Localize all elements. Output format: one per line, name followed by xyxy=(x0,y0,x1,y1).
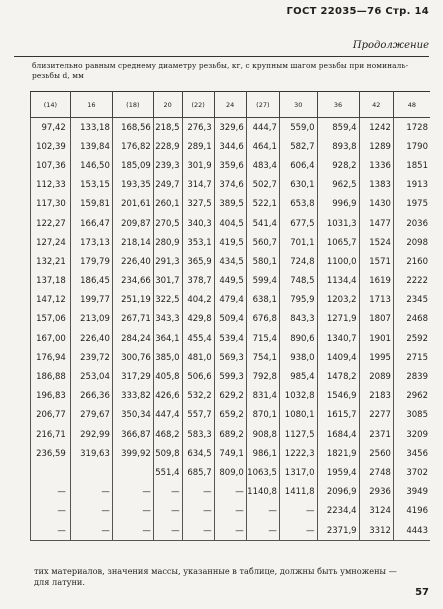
column-header: (14) xyxy=(31,92,71,118)
table-cell: 270,5 xyxy=(153,214,182,233)
table-row xyxy=(31,195,431,214)
table-cell: 179,79 xyxy=(70,252,112,271)
table-cell: 280,9 xyxy=(153,233,182,252)
table-cell: 213,09 xyxy=(70,310,112,329)
table-cell: 291,3 xyxy=(153,252,182,271)
table-cell: 1271,9 xyxy=(317,310,359,329)
table-cell: 630,1 xyxy=(279,176,317,195)
table-cell: 890,6 xyxy=(279,329,317,348)
table-cell: 1100,0 xyxy=(317,252,359,271)
table-cell: 157,06 xyxy=(31,310,71,329)
table-cell: 1821,9 xyxy=(317,444,359,463)
table-cell: 226,40 xyxy=(70,329,112,348)
table-cell: 1901 xyxy=(359,329,393,348)
table-cell: 1242 xyxy=(359,118,393,138)
column-header: 16 xyxy=(70,92,112,118)
table-cell: 284,24 xyxy=(112,329,153,348)
table-row xyxy=(31,156,431,175)
table-cell: 1995 xyxy=(359,348,393,367)
table-cell: 2036 xyxy=(393,214,430,233)
table-cell: 3085 xyxy=(393,406,430,425)
table-cell: 908,8 xyxy=(246,425,279,444)
page-header: ГОСТ 22035—76 Стр. 14 xyxy=(286,6,429,17)
table-row xyxy=(31,214,431,233)
table-cell: — xyxy=(182,483,214,502)
table-cell: — xyxy=(182,521,214,541)
table-cell: 153,15 xyxy=(70,176,112,195)
table-cell: 4196 xyxy=(393,502,430,521)
table-cell: 1032,8 xyxy=(279,387,317,406)
table-row xyxy=(31,521,431,541)
table-row xyxy=(31,406,431,425)
column-header: 42 xyxy=(359,92,393,118)
table-cell: 580,1 xyxy=(246,252,279,271)
table-cell: — xyxy=(31,483,71,502)
table-cell: 749,1 xyxy=(214,444,246,463)
table-cell: 2371 xyxy=(359,425,393,444)
table-cell: 606,4 xyxy=(279,156,317,175)
table-cell: 2183 xyxy=(359,387,393,406)
table-row xyxy=(31,329,431,348)
table-cell: 506,6 xyxy=(182,367,214,386)
table-cell: 1713 xyxy=(359,291,393,310)
table-cell: 599,3 xyxy=(214,367,246,386)
table-cell: 2096,9 xyxy=(317,483,359,502)
table-cell: 434,5 xyxy=(214,252,246,271)
table-cell: 132,21 xyxy=(31,252,71,271)
table-cell: 340,3 xyxy=(182,214,214,233)
table-cell xyxy=(112,463,153,482)
table-cell: 1065,7 xyxy=(317,233,359,252)
table-cell: 253,04 xyxy=(70,367,112,386)
table-cell: 1411,8 xyxy=(279,483,317,502)
table-cell: 2371,9 xyxy=(317,521,359,541)
table-cell: 102,39 xyxy=(31,137,71,156)
table-cell: 715,4 xyxy=(246,329,279,348)
table-cell: 2277 xyxy=(359,406,393,425)
table-cell: 3124 xyxy=(359,502,393,521)
table-cell: — xyxy=(279,521,317,541)
table-cell: — xyxy=(182,502,214,521)
column-header: (18) xyxy=(112,92,153,118)
table-cell: 147,12 xyxy=(31,291,71,310)
table-row xyxy=(31,272,431,291)
table-cell xyxy=(31,463,71,482)
table-cell: 292,99 xyxy=(70,425,112,444)
table-cell: 3312 xyxy=(359,521,393,541)
table-cell: 569,3 xyxy=(214,348,246,367)
table-cell: 186,88 xyxy=(31,367,71,386)
table-cell: 986,1 xyxy=(246,444,279,463)
table-cell: 1203,2 xyxy=(317,291,359,310)
table-cell: 159,81 xyxy=(70,195,112,214)
table-cell: 4443 xyxy=(393,521,430,541)
table-row xyxy=(31,348,431,367)
table-cell: 831,4 xyxy=(246,387,279,406)
table-cell: 809,0 xyxy=(214,463,246,482)
table-cell: 532,2 xyxy=(182,387,214,406)
column-header: (22) xyxy=(182,92,214,118)
table-cell: 557,7 xyxy=(182,406,214,425)
table-cell: 1063,5 xyxy=(246,463,279,482)
table-cell: — xyxy=(70,502,112,521)
table-cell: 133,18 xyxy=(70,118,112,138)
table-cell: — xyxy=(246,521,279,541)
table-cell: 389,5 xyxy=(214,195,246,214)
table-cell: 2715 xyxy=(393,348,430,367)
table-cell: 629,2 xyxy=(214,387,246,406)
table-cell: 350,34 xyxy=(112,406,153,425)
table-header-row xyxy=(31,92,431,118)
column-header: 30 xyxy=(279,92,317,118)
table-cell: 653,8 xyxy=(279,195,317,214)
table-cell: — xyxy=(214,483,246,502)
table-cell: 676,8 xyxy=(246,310,279,329)
table-cell: 2748 xyxy=(359,463,393,482)
table-cell: — xyxy=(214,502,246,521)
table-cell: 1619 xyxy=(359,272,393,291)
table-cell: 509,4 xyxy=(214,310,246,329)
table-cell: 228,9 xyxy=(153,137,182,156)
table-cell: 122,27 xyxy=(31,214,71,233)
table-cell: 1031,3 xyxy=(317,214,359,233)
table-cell: 267,71 xyxy=(112,310,153,329)
table-row xyxy=(31,483,431,502)
table-cell: 327,5 xyxy=(182,195,214,214)
table-cell: 173,13 xyxy=(70,233,112,252)
table-cell: 938,0 xyxy=(279,348,317,367)
table-cell: 168,56 xyxy=(112,118,153,138)
table-row xyxy=(31,367,431,386)
table-cell: 185,09 xyxy=(112,156,153,175)
table-row xyxy=(31,252,431,271)
table-cell: 206,77 xyxy=(31,406,71,425)
table-cell: 795,9 xyxy=(279,291,317,310)
table-cell: 2936 xyxy=(359,483,393,502)
table-cell: 97,42 xyxy=(31,118,71,138)
table-cell: 468,2 xyxy=(153,425,182,444)
table-cell: 985,4 xyxy=(279,367,317,386)
table-cell: 582,7 xyxy=(279,137,317,156)
table-cell: 928,2 xyxy=(317,156,359,175)
table-cell: 364,1 xyxy=(153,329,182,348)
table-cell: 365,9 xyxy=(182,252,214,271)
table-cell: 724,8 xyxy=(279,252,317,271)
table-cell: 112,33 xyxy=(31,176,71,195)
table-cell: 426,6 xyxy=(153,387,182,406)
table-body xyxy=(31,118,431,541)
table-cell: 1336 xyxy=(359,156,393,175)
table-cell: 385,0 xyxy=(153,348,182,367)
table-row xyxy=(31,118,431,138)
table-cell: 1478,2 xyxy=(317,367,359,386)
table-cell: 870,1 xyxy=(246,406,279,425)
table-cell: 1140,8 xyxy=(246,483,279,502)
table-cell: 1684,4 xyxy=(317,425,359,444)
table-row xyxy=(31,233,431,252)
table-cell: 218,14 xyxy=(112,233,153,252)
table-cell: 1790 xyxy=(393,137,430,156)
table-cell: 502,7 xyxy=(246,176,279,195)
table-cell: 1080,1 xyxy=(279,406,317,425)
table-cell: 317,29 xyxy=(112,367,153,386)
table-cell: 444,7 xyxy=(246,118,279,138)
table-cell: 176,82 xyxy=(112,137,153,156)
table-cell: 117,30 xyxy=(31,195,71,214)
table-cell: 209,87 xyxy=(112,214,153,233)
table-cell: 541,4 xyxy=(246,214,279,233)
table-cell: 404,5 xyxy=(214,214,246,233)
table-cell: — xyxy=(70,521,112,541)
page-number: 57 xyxy=(415,587,429,598)
table-cell: 539,4 xyxy=(214,329,246,348)
table-cell: 1807 xyxy=(359,310,393,329)
table-cell: 429,8 xyxy=(182,310,214,329)
table-cell: — xyxy=(31,521,71,541)
continuation-label: Продолжение xyxy=(352,40,429,51)
table-cell: 137,18 xyxy=(31,272,71,291)
table-cell: 127,24 xyxy=(31,233,71,252)
table-cell: 234,66 xyxy=(112,272,153,291)
table-cell: 560,7 xyxy=(246,233,279,252)
table-cell: 559,0 xyxy=(279,118,317,138)
table-cell: 236,59 xyxy=(31,444,71,463)
table-cell: 1975 xyxy=(393,195,430,214)
table-cell: 1430 xyxy=(359,195,393,214)
table-cell: 638,1 xyxy=(246,291,279,310)
table-cell: 447,4 xyxy=(153,406,182,425)
table-cell: — xyxy=(70,483,112,502)
table-cell: 279,67 xyxy=(70,406,112,425)
table-cell: 1409,4 xyxy=(317,348,359,367)
table-cell: 260,1 xyxy=(153,195,182,214)
table-cell: 962,5 xyxy=(317,176,359,195)
table-cell: 166,47 xyxy=(70,214,112,233)
table-cell: 366,87 xyxy=(112,425,153,444)
table-row xyxy=(31,387,431,406)
table-cell: 343,3 xyxy=(153,310,182,329)
table-cell: 599,4 xyxy=(246,272,279,291)
table-cell: 843,3 xyxy=(279,310,317,329)
table-cell: 483,4 xyxy=(246,156,279,175)
table-cell: 996,9 xyxy=(317,195,359,214)
table-cell: — xyxy=(112,483,153,502)
table-cell: 2962 xyxy=(393,387,430,406)
table-cell: 374,6 xyxy=(214,176,246,195)
table-cell: 748,5 xyxy=(279,272,317,291)
table-cell: 322,5 xyxy=(153,291,182,310)
column-header: 20 xyxy=(153,92,182,118)
table-cell: 701,1 xyxy=(279,233,317,252)
table-cell: 893,8 xyxy=(317,137,359,156)
table-cell: 2560 xyxy=(359,444,393,463)
table-cell: 3209 xyxy=(393,425,430,444)
table-cell: 1289 xyxy=(359,137,393,156)
table-row xyxy=(31,444,431,463)
table-cell: 301,9 xyxy=(182,156,214,175)
table-cell: 314,7 xyxy=(182,176,214,195)
table-cell: 2345 xyxy=(393,291,430,310)
table-cell: 685,7 xyxy=(182,463,214,482)
column-header: 48 xyxy=(393,92,430,118)
table-cell: 199,77 xyxy=(70,291,112,310)
table-cell: 353,1 xyxy=(182,233,214,252)
table-cell: 301,7 xyxy=(153,272,182,291)
table-cell: 689,2 xyxy=(214,425,246,444)
table-cell: 2592 xyxy=(393,329,430,348)
table-cell: 196,83 xyxy=(31,387,71,406)
table-row xyxy=(31,463,431,482)
table-cell: 319,63 xyxy=(70,444,112,463)
table-cell: 2234,4 xyxy=(317,502,359,521)
table-cell: 2089 xyxy=(359,367,393,386)
table-cell: 226,40 xyxy=(112,252,153,271)
table-cell: 792,8 xyxy=(246,367,279,386)
table-row xyxy=(31,425,431,444)
table-cell: 146,50 xyxy=(70,156,112,175)
table-cell: 659,2 xyxy=(214,406,246,425)
table-cell: 201,61 xyxy=(112,195,153,214)
table-cell: 276,3 xyxy=(182,118,214,138)
table-cell: 2839 xyxy=(393,367,430,386)
table-cell: 404,2 xyxy=(182,291,214,310)
table-cell: 1222,3 xyxy=(279,444,317,463)
table-cell: — xyxy=(31,502,71,521)
table-cell: 522,1 xyxy=(246,195,279,214)
column-header: 36 xyxy=(317,92,359,118)
table-cell: 218,5 xyxy=(153,118,182,138)
table-cell: 677,5 xyxy=(279,214,317,233)
table-row xyxy=(31,137,431,156)
table-cell: 419,5 xyxy=(214,233,246,252)
table-cell: 333,82 xyxy=(112,387,153,406)
table-cell: 3702 xyxy=(393,463,430,482)
table-cell: 2098 xyxy=(393,233,430,252)
table-cell: — xyxy=(246,502,279,521)
table-cell: 1851 xyxy=(393,156,430,175)
table-row xyxy=(31,310,431,329)
table-cell: 481,0 xyxy=(182,348,214,367)
mass-table xyxy=(30,91,430,541)
table-cell: 1571 xyxy=(359,252,393,271)
table-cell: 3456 xyxy=(393,444,430,463)
table-cell: 634,5 xyxy=(182,444,214,463)
table-cell: — xyxy=(153,502,182,521)
table-cell: 464,1 xyxy=(246,137,279,156)
table-cell: 2160 xyxy=(393,252,430,271)
table-cell: — xyxy=(112,521,153,541)
table-cell: 1546,9 xyxy=(317,387,359,406)
column-header: 24 xyxy=(214,92,246,118)
table-cell: 1728 xyxy=(393,118,430,138)
table-cell: 266,36 xyxy=(70,387,112,406)
table-cell: 1134,4 xyxy=(317,272,359,291)
top-rule xyxy=(14,56,429,57)
table-cell: 1615,7 xyxy=(317,406,359,425)
table-cell: 249,7 xyxy=(153,176,182,195)
table-cell: — xyxy=(214,521,246,541)
table-cell: 107,36 xyxy=(31,156,71,175)
table-cell: 2222 xyxy=(393,272,430,291)
table-cell: 3949 xyxy=(393,483,430,502)
table-cell: 1913 xyxy=(393,176,430,195)
table-cell: 251,19 xyxy=(112,291,153,310)
footnote: тих материалов, значения массы, указанные в таблице, должны быть умножены — для латуни. xyxy=(34,566,397,587)
table-cell: 329,6 xyxy=(214,118,246,138)
table-cell: 300,76 xyxy=(112,348,153,367)
table-cell: 1340,7 xyxy=(317,329,359,348)
table-cell: 859,4 xyxy=(317,118,359,138)
table-cell: 2468 xyxy=(393,310,430,329)
table-cell: 479,4 xyxy=(214,291,246,310)
table-cell: 289,1 xyxy=(182,137,214,156)
table-cell: 344,6 xyxy=(214,137,246,156)
table-cell: 405,8 xyxy=(153,367,182,386)
table-cell: 186,45 xyxy=(70,272,112,291)
table-cell: 239,72 xyxy=(70,348,112,367)
table-cell: 216,71 xyxy=(31,425,71,444)
table-cell: 193,35 xyxy=(112,176,153,195)
table-cell: — xyxy=(112,502,153,521)
table-cell: 399,92 xyxy=(112,444,153,463)
table-cell: 509,8 xyxy=(153,444,182,463)
table-cell: 1317,0 xyxy=(279,463,317,482)
column-header: (27) xyxy=(246,92,279,118)
table-cell: 359,6 xyxy=(214,156,246,175)
table-cell: 139,84 xyxy=(70,137,112,156)
table-cell: 1477 xyxy=(359,214,393,233)
table-cell: 455,4 xyxy=(182,329,214,348)
table-cell: 239,3 xyxy=(153,156,182,175)
table-cell: 1127,5 xyxy=(279,425,317,444)
table-cell: — xyxy=(153,483,182,502)
table-cell: 1383 xyxy=(359,176,393,195)
table-cell: — xyxy=(153,521,182,541)
table-cell: 583,3 xyxy=(182,425,214,444)
table-row xyxy=(31,291,431,310)
table-cell: 754,1 xyxy=(246,348,279,367)
table-row xyxy=(31,502,431,521)
table-cell: 167,00 xyxy=(31,329,71,348)
table-cell: 449,5 xyxy=(214,272,246,291)
table-caption: близительно равным среднему диаметру резьбы, кг, с крупным шагом резьбы при номиналь-резьбы d, мм xyxy=(32,61,409,80)
table-cell: 378,7 xyxy=(182,272,214,291)
table-cell: 1524 xyxy=(359,233,393,252)
table-cell: 551,4 xyxy=(153,463,182,482)
table-cell: 1959,4 xyxy=(317,463,359,482)
table-cell: — xyxy=(279,502,317,521)
table-cell xyxy=(70,463,112,482)
table-cell: 176,94 xyxy=(31,348,71,367)
table-row xyxy=(31,176,431,195)
